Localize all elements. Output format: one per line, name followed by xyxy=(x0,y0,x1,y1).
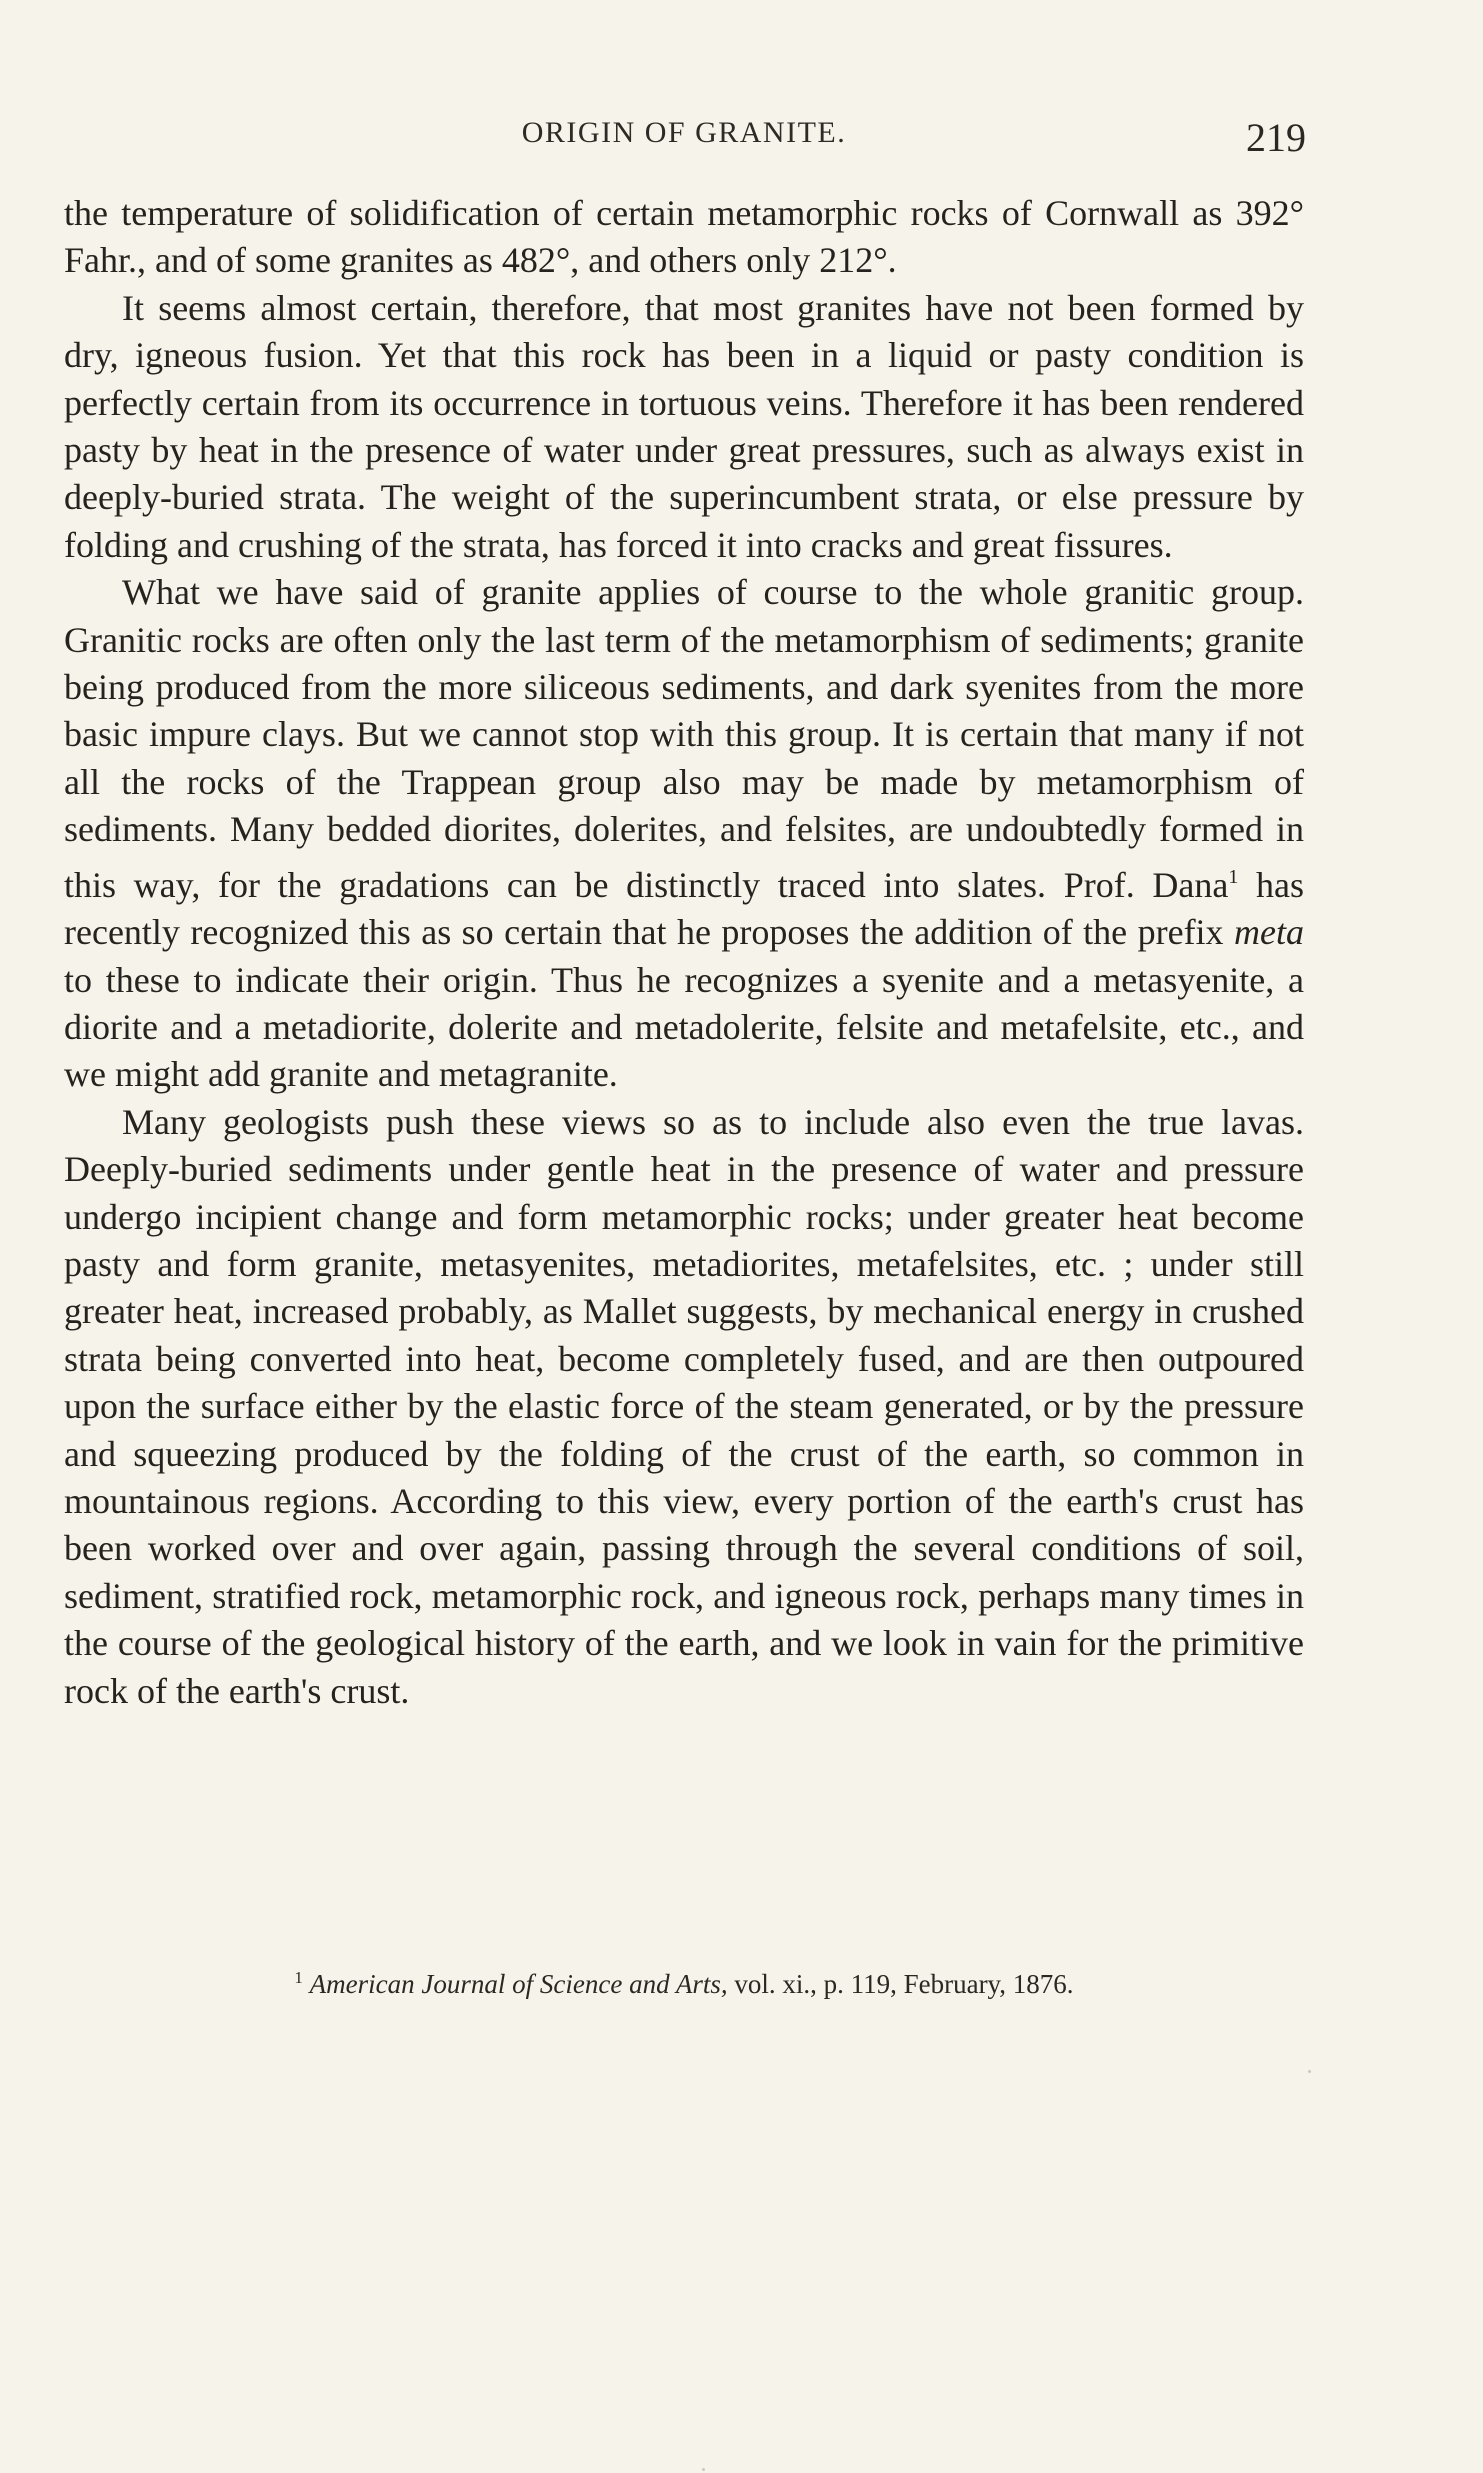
footnote-reference: 1 xyxy=(1228,865,1239,888)
paragraph-4: Many geologists push these views so as to include also even the true lavas. Deeply-buried sediments under gentle heat in the presence of water and pressure undergo incipient change and form metamorphic rocks; under greater heat become pasty and form granite, metasyenites, metadiorites, metafelsites, etc. ; under still greater heat, increased probably, as Mallet suggests, by mechanical energy in crushed strata being converted into heat, become completely fused, and are then outpoured upon the surface either by the elastic force of the steam generated, or by the pressure and squeezing produced by the folding of the crust of the earth, so common in mountainous regions. According to this view, every portion of the earth's crust has been worked over and over again, passing through the several conditions of soil, sediment, stratified rock, metamorphic rock, and igneous rock, perhaps many times in the course of the geological history of the earth, and we look in vain for the primitive rock of the earth's crust. xyxy=(64,1101,1304,1711)
page-number: 219 xyxy=(1246,115,1306,160)
italic-prefix-meta: meta xyxy=(1234,912,1304,953)
paper-speck xyxy=(702,2468,705,2471)
paragraph-3 xyxy=(64,569,1304,1098)
footnote xyxy=(64,1968,1304,2000)
running-title: ORIGIN OF GRANITE. xyxy=(521,116,847,149)
paragraph-3-text-after: to these to indicate their origin. Thus he recognizes a syenite and a metasyenite, a diorite and a metadiorite, dolerite and metadolerite, felsite and metafelsite, etc., and we might add granite and metagranite. xyxy=(64,959,1304,1095)
paragraph-3-text-before: What we have said of granite applies of course to the whole granitic group. Granitic rocks are often only the last term of the metamorphism of sediments; granite being produced from the more siliceous sediments, and dark syenites from the more basic impure clays. But we cannot stop with this group. It is certain that many if not all the rocks of the Trappean group also may be made by metamorphism of sediments. Many bedded diorites, dolerites, and felsites, are undoubtedly formed in this way, for the gradations can be distinctly traced into slates. Prof. Dana xyxy=(64,572,1304,905)
paragraph-2: It seems almost certain, therefore, that most granites have not been formed by dry, igneous fusion. Yet that this rock has been in a liquid or pasty condition is perfectly certain from its occurrence in tortuous veins. Therefore it has been rendered pasty by heat in the presence of water under great pressures, such as always exist in deeply-buried strata. The weight of the superincumbent strata, or else pressure by folding and crushing of the strata, has forced it into cracks and great fissures. xyxy=(64,287,1304,565)
running-head xyxy=(64,108,1304,168)
paper-speck xyxy=(1308,2070,1311,2073)
body-text xyxy=(64,190,1304,1715)
footnote-marker: 1 xyxy=(294,1968,303,1987)
paragraph-3-text-middle: has recently recognized this as so certain that he proposes the addition of the prefix xyxy=(64,864,1304,953)
footnote-journal: American Journal of Science and Arts, xyxy=(309,1969,728,1999)
footnote-details: vol. xi., p. 119, February, 1876. xyxy=(734,1969,1074,1999)
paragraph-1: the temperature of solidification of certain metamorphic rocks of Cornwall as 392° Fahr., and of some granites as 482°, and others only 212°. xyxy=(64,193,1304,281)
